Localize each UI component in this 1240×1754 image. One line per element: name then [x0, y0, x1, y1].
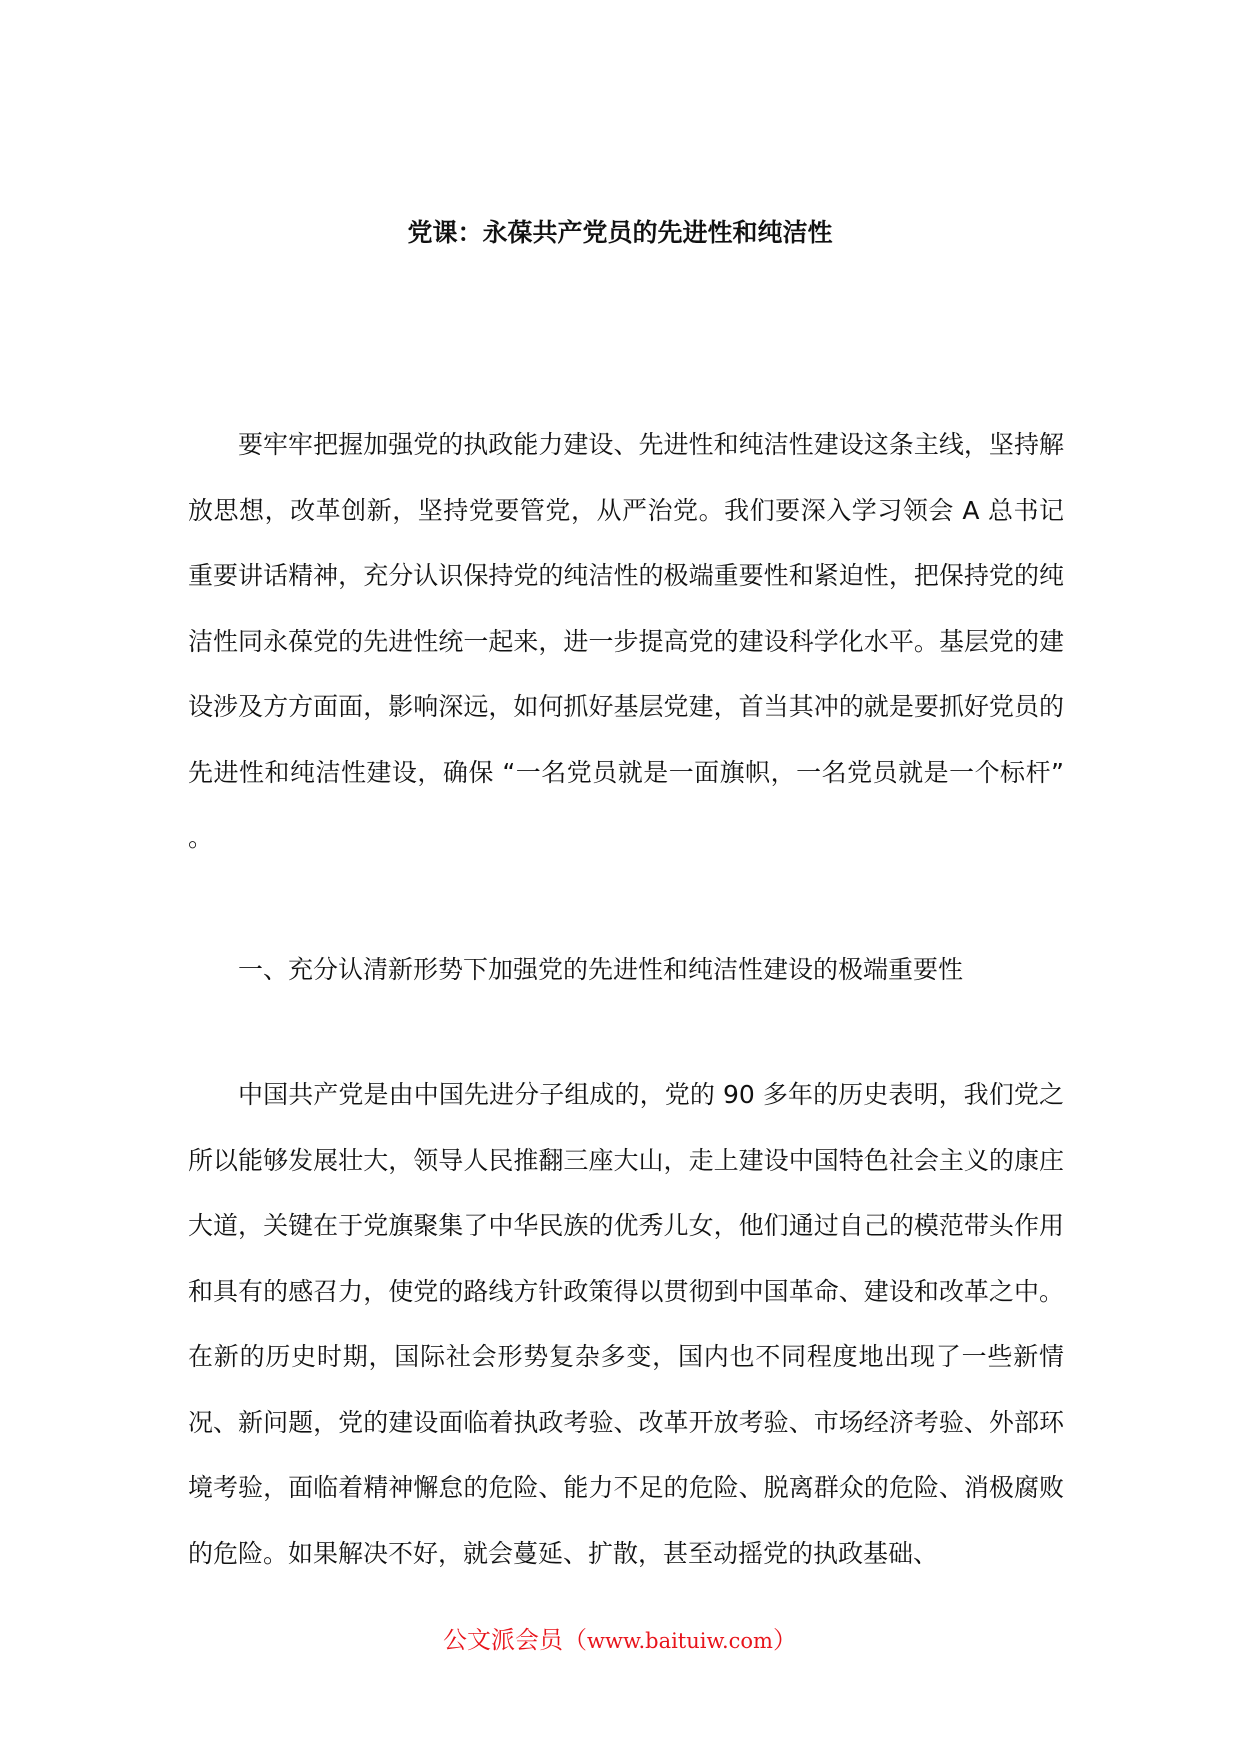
footer-watermark [0, 1620, 1240, 1661]
footer-url-link[interactable]: www.baituiw.com [587, 1629, 773, 1653]
document-title: 党课：永葆共产党员的先进性和纯洁性 [407, 218, 833, 247]
intro-paragraph: 要牢牢把握加强党的执政能力建设、先进性和纯洁性建设这条主线，坚持解放思想，改革创新，坚持党要管党，从严治党。我们要深入学习领会 A 总书记重要讲话精神，充分认识保持党的纯洁性的极端重要性和紧迫性，把保持党的纯洁性同永葆党的先进性统一起来，进一步提高党的建设科学化水平。基层党的建设涉及方方面面，影响深远，如何抓好基层党建，首当其冲的就是要抓好党员的先进性和纯洁性建设，确保 “一名党员就是一面旗帜，一名党员就是一个标杆” 。 [188, 430, 1064, 852]
footer-close-paren: ） [772, 1626, 797, 1654]
section-heading-1: 一、充分认清新形势下加强党的先进性和纯洁性建设的极端重要性 [238, 955, 964, 984]
footer-label: 公文派会员 [443, 1626, 564, 1654]
footer-open-paren: （ [563, 1626, 588, 1654]
section-1-paragraph: 中国共产党是由中国先进分子组成的，党的 90 多年的历史表明，我们党之所以能够发展壮大，领导人民推翻三座大山，走上建设中国特色社会主义的康庄大道，关键在于党旗聚集了中华民族的优秀儿女，他们通过自己的模范带头作用和具有的感召力，使党的路线方针政策得以贯彻到中国革命、建设和改革之中。在新的历史时期，国际社会形势复杂多变，国内也不同程度地出现了一些新情况、新问题，党的建设面临着执政考验、改革开放考验、市场经济考验、外部环境考验，面临着精神懈怠的危险、能力不足的危险、脱离群众的危险、消极腐败的危险。如果解决不好，就会蔓延、扩散，甚至动摇党的执政基础、 [188, 1080, 1064, 1568]
